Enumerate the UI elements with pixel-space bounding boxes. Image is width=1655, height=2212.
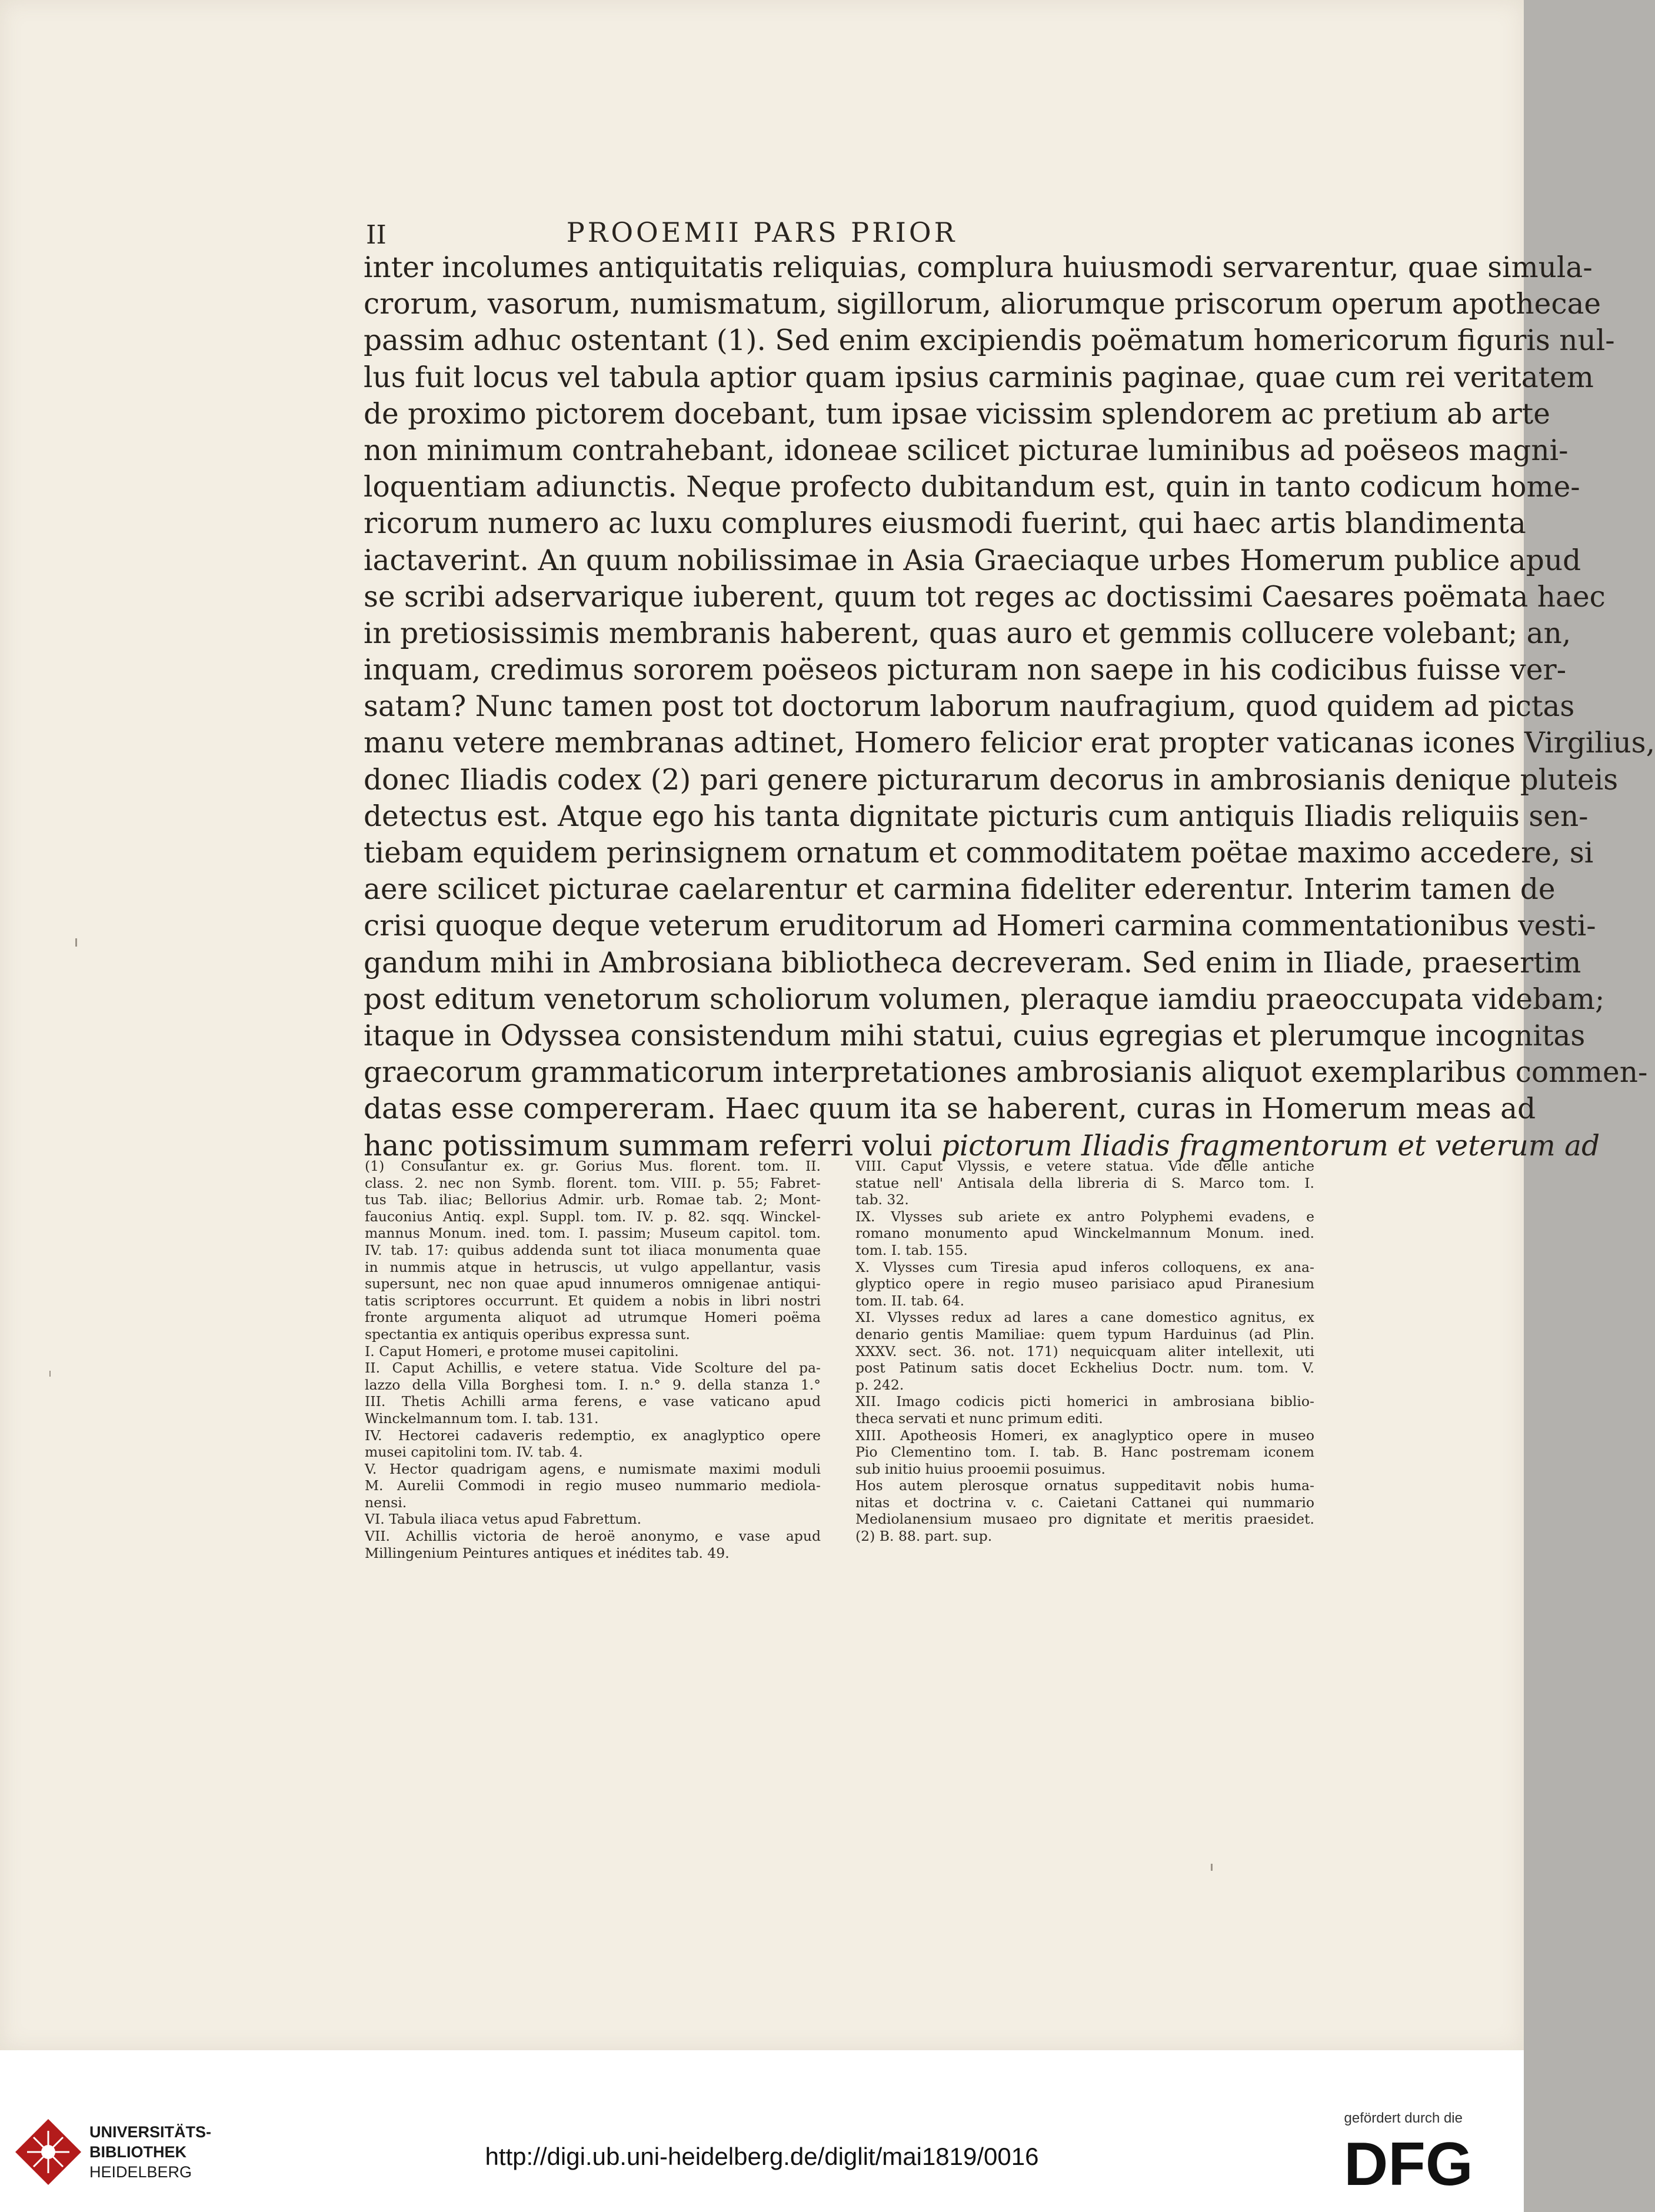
footnote-line: Pio Clementino tom. I. tab. B. Hanc postremam iconem xyxy=(855,1444,1314,1461)
footnote-line: X. Vlysses cum Tiresia apud inferos colloquens, ex ana- xyxy=(855,1258,1314,1275)
text-line: lus fuit locus vel tabula aptior quam ipsius carminis paginae, quae cum rei veritatem xyxy=(364,361,1594,394)
book-title-italic: pictorum Iliadis fragmentorum et veterum ad xyxy=(941,1129,1600,1162)
text-line: crisi quoque deque veterum eruditorum ad Homeri carmina commentationibus vesti- xyxy=(364,910,1596,943)
footnote-line: XI. Vlysses redux ad lares a cane domestico agnitus, ex xyxy=(855,1309,1314,1326)
text-line: post editum venetorum scholiorum volumen, pleraque iamdiu praeoccupata videbam; xyxy=(364,982,1605,1016)
page-header xyxy=(0,212,1524,253)
footnote-line: (2) B. 88. part. sup. xyxy=(855,1528,993,1545)
permalink-url[interactable]: http://digi.ub.uni-heidelberg.de/diglit/mai1819/0016 xyxy=(485,2143,1039,2170)
viewer-footer xyxy=(0,2050,1524,2212)
text-line: ricorum numero ac luxu complures eiusmodi fuerint, qui haec artis blandimenta xyxy=(364,507,1526,541)
footnote-line: I. Caput Homeri, e protome musei capitolini. xyxy=(365,1342,679,1360)
footnote-line: XIII. Apotheosis Homeri, ex anaglyptico opere in museo xyxy=(855,1427,1314,1444)
text-line: satam? Nunc tamen post tot doctorum laborum naufragium, quod quidem ad pictas xyxy=(364,690,1575,724)
paper-speck xyxy=(49,1371,51,1377)
footnote-line: tab. 32. xyxy=(855,1191,909,1208)
footnote-line: XII. Imago codicis picti homerici in ambrosiana biblio- xyxy=(855,1393,1314,1410)
text-line: non minimum contrahebant, idoneae scilicet picturae luminibus ad poëseos magni- xyxy=(364,434,1569,467)
footnote-line: tom. I. tab. 155. xyxy=(855,1241,968,1258)
text-line: graecorum grammaticorum interpretationes ambrosianis aliquot exemplaribus commen- xyxy=(364,1056,1648,1090)
footnote-line: spectantia ex antiquis operibus expressa sunt. xyxy=(365,1325,690,1342)
footnote-line: Mediolanensium musaeo pro dignitate et meritis praesidet. xyxy=(855,1511,1314,1528)
footnote-line: nensi. xyxy=(365,1494,407,1511)
footnote-line: IV. Hectorei cadaveris redemptio, ex anaglyptico opere xyxy=(365,1427,821,1444)
main-text xyxy=(364,249,1655,1164)
running-head: PROOEMII PARS PRIOR xyxy=(566,216,958,248)
footnote-line: fauconius Antiq. expl. Suppl. tom. IV. p. 82. sqq. Winckel- xyxy=(365,1208,821,1225)
text-line: itaque in Odyssea consistendum mihi statui, cuius egregias et plerumque incognitas xyxy=(364,1019,1586,1052)
text-line: inquam, credimus sororem poëseos picturam non saepe in his codicibus fuisse ver- xyxy=(364,654,1567,687)
footnote-line: M. Aurelii Commodi in regio museo nummario mediola- xyxy=(365,1477,821,1494)
footnote-line: IX. Vlysses sub ariete ex antro Polyphemi evadens, e xyxy=(855,1208,1314,1225)
page-number: II xyxy=(366,220,387,250)
text-line: detectus est. Atque ego his tanta dignitate picturis cum antiquis Iliadis reliquiis sen- xyxy=(364,799,1589,833)
text-line: donec Iliadis codex (2) pari genere picturarum decorus in ambrosianis denique pluteis xyxy=(364,763,1619,797)
footnote-line: V. Hector quadrigam agens, e numismate maximi moduli xyxy=(365,1460,821,1477)
footnote-line: VI. Tabula iliaca vetus apud Fabrettum. xyxy=(365,1511,642,1528)
footnote-line: lazzo della Villa Borghesi tom. I. n.° 9. della stanza 1.° xyxy=(365,1376,821,1393)
text-line: inter incolumes antiquitatis reliquias, complura huiusmodi servarentur, quae simula- xyxy=(364,251,1593,284)
funding-caption: gefördert durch die xyxy=(1344,2110,1463,2126)
footnote-line: Hos autem plerosque ornatus suppeditavit nobis huma- xyxy=(855,1477,1314,1494)
dfg-logo-text: DFG xyxy=(1344,2130,1473,2198)
footnote-line: VII. Achillis victoria de heroë anonymo, e vase apud xyxy=(365,1528,821,1545)
text-line-plain: hanc potissimum summam referri volui xyxy=(364,1129,941,1162)
footnote-line: IV. tab. 17: quibus addenda sunt tot iliaca monumenta quae xyxy=(365,1241,821,1258)
text-line: loquentiam adiunctis. Neque profecto dubitandum est, quin in tanto codicum home- xyxy=(364,471,1580,504)
footnote-line: Millingenium Peintures antiques et inédites tab. 49. xyxy=(365,1544,730,1561)
text-line: de proximo pictorem docebant, tum ipsae vicissim splendorem ac pretium ab arte xyxy=(364,397,1550,431)
footnote-line: nitas et doctrina v. c. Caietani Cattanei qui nummario xyxy=(855,1494,1314,1511)
library-name-line2: BIBLIOTHEK xyxy=(89,2143,187,2161)
footnote-line: Winckelmannum tom. I. tab. 131. xyxy=(365,1410,599,1427)
dfg-logo-icon[interactable] xyxy=(1334,2130,1483,2198)
footnote-line: III. Thetis Achilli arma ferens, e vase vaticano apud xyxy=(365,1393,821,1410)
text-line: iactaverint. An quum nobilissimae in Asia Graeciaque urbes Homerum publice apud xyxy=(364,544,1581,577)
footnote-line: VIII. Caput Vlyssis, e vetere statua. Vide delle antiche xyxy=(855,1158,1314,1174)
paper-speck xyxy=(1211,1864,1213,1871)
text-line: tiebam equidem perinsignem ornatum et commoditatem poëtae maximo accedere, si xyxy=(364,837,1594,870)
footnote-line: supersunt, nec non quae apud innumeros omnigenae antiqui- xyxy=(365,1275,821,1292)
library-name-line3: HEIDELBERG xyxy=(89,2163,192,2181)
text-line: aere scilicet picturae caelarentur et carmina fideliter ederentur. Interim tamen de xyxy=(364,873,1556,907)
text-line: datas esse compereram. Haec quum ita se haberent, curas in Homerum meas ad xyxy=(364,1092,1536,1126)
footnote-line: fronte argumenta aliquot ad utrumque Homeri poëma xyxy=(365,1309,821,1326)
footnote-line: post Patinum satis docet Eckhelius Doctr. num. tom. V. xyxy=(855,1360,1314,1377)
footnotes-left-column xyxy=(365,1158,821,1561)
text-line: se scribi adservarique iuberent, quum tot reges ac doctissimi Caesares poëmata haec xyxy=(364,580,1606,614)
text-line: in pretiosissimis membranis haberent, quas auro et gemmis collucere volebant; an, xyxy=(364,617,1571,650)
footnote-line: tus Tab. iliac; Bellorius Admir. urb. Romae tab. 2; Mont- xyxy=(365,1191,821,1208)
footnote-line: II. Caput Achillis, e vetere statua. Vide Scolture del pa- xyxy=(365,1360,821,1377)
footnote-line: sub initio huius prooemii posuimus. xyxy=(855,1460,1106,1477)
footnote-line: glyptico opere in regio museo parisiaco apud Piranesium xyxy=(855,1275,1314,1292)
footnote-line: theca servati et nunc primum editi. xyxy=(855,1410,1103,1427)
text-line: manu vetere membranas adtinet, Homero felicior erat propter vaticanas icones Virgilius, xyxy=(364,727,1655,760)
library-name-line1: UNIVERSITÄTS- xyxy=(89,2123,212,2141)
footnote-line: XXXV. sect. 36. not. 171) nequicquam aliter intellexit, uti xyxy=(855,1342,1314,1360)
footnote-line: class. 2. nec non Symb. florent. tom. VIII. p. 55; Fabret- xyxy=(365,1174,821,1191)
footnote-line: musei capitolini tom. IV. tab. 4. xyxy=(365,1444,583,1461)
footnote-line: tom. II. tab. 64. xyxy=(855,1292,965,1309)
footnote-line: romano monumento apud Winckelmannum Monum. ined. xyxy=(855,1225,1314,1242)
footnote-line: denario gentis Mamiliae: quem typum Harduinus (ad Plin. xyxy=(855,1325,1314,1342)
text-line: gandum mihi in Ambrosiana bibliotheca decreveram. Sed enim in Iliade, praesertim xyxy=(364,946,1581,980)
paper-speck xyxy=(75,938,77,947)
footnote-line: (1) Consulantur ex. gr. Gorius Mus. florent. tom. II. xyxy=(365,1158,821,1174)
footnote-line: tatis scriptores occurrunt. Et quidem a nobis in libri nostri xyxy=(365,1292,821,1309)
footnotes-right-column xyxy=(855,1158,1314,1545)
footnote-line: statue nell' Antisala della libreria di S. Marco tom. I. xyxy=(855,1174,1314,1191)
footnote-line: in nummis atque in hetruscis, ut vulgo appellantur, vasis xyxy=(365,1258,821,1275)
text-line: crorum, vasorum, numismatum, sigillorum, aliorumque priscorum operum apothecae xyxy=(364,288,1601,321)
footnote-line: p. 242. xyxy=(855,1376,904,1393)
text-line: passim adhuc ostentant (1). Sed enim excipiendis poëmatum homericorum figuris nul- xyxy=(364,324,1615,358)
footnote-line: mannus Monum. ined. tom. I. passim; Museum capitol. tom. xyxy=(365,1225,821,1242)
